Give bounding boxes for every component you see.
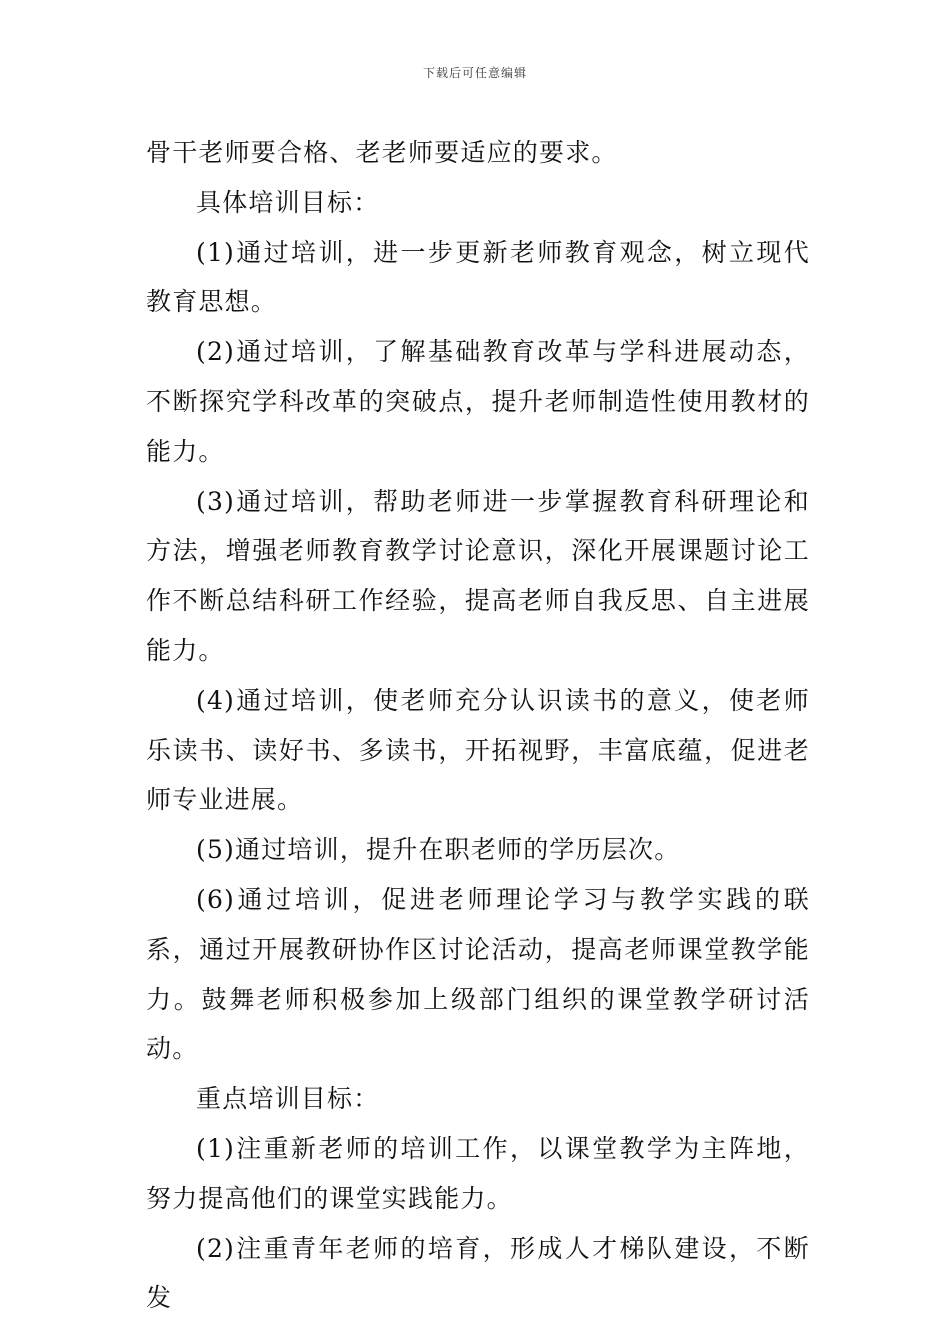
paragraph-8: (6)通过培训，促进老师理论学习与教学实践的联系，通过开展教研协作区讨论活动，提高老师课堂教学能力。鼓舞老师积极参加上级部门组织的课堂教学研讨活动。	[146, 884, 810, 1064]
paragraph-2: 具体培训目标：	[196, 187, 380, 217]
paragraph-7: (5)通过培训，提升在职老师的学历层次。	[196, 835, 681, 865]
paragraph-10: (1)注重新老师的培训工作，以课堂教学为主阵地，努力提高他们的课堂实践能力。	[146, 1133, 810, 1213]
paragraph-11: (2)注重青年老师的培育，形成人才梯队建设，不断发	[146, 1233, 810, 1313]
paragraph-6: (4)通过培训，使老师充分认识读书的意义，使老师乐读书、读好书、多读书，开拓视野，丰富底蕴，促进老师专业进展。	[146, 685, 810, 815]
document-body	[146, 128, 810, 1323]
paragraph-4: (2)通过培训，了解基础教育改革与学科进展动态，不断探究学科改革的突破点，提升老师制造性使用教材的能力。	[146, 337, 810, 466]
paragraph-9: 重点培训目标：	[196, 1084, 380, 1114]
page-header: 下载后可任意编辑	[422, 66, 527, 80]
paragraph-3: (1)通过培训，进一步更新老师教育观念，树立现代教育思想。	[146, 237, 810, 317]
paragraph-5: (3)通过培训，帮助老师进一步掌握教育科研理论和方法，增强老师教育教学讨论意识，深化开展课题讨论工作不断总结科研工作经验，提高老师自我反思、自主进展能力。	[146, 486, 810, 665]
paragraph-1: 骨干老师要合格、老老师要适应的要求。	[146, 138, 618, 167]
